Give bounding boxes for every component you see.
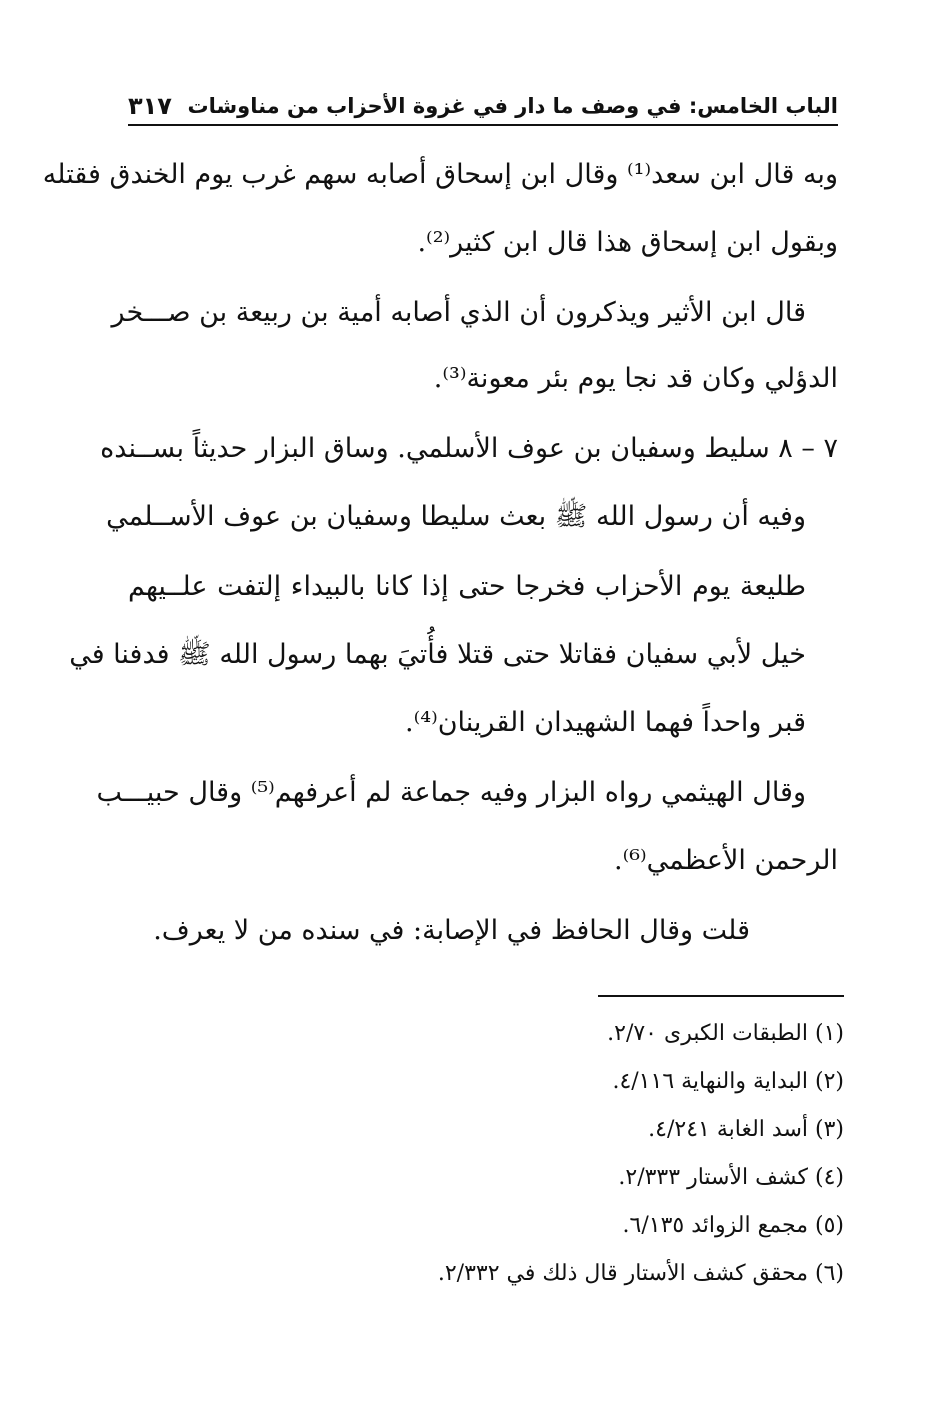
footnote: (١) الطبقات الكبرى ٢/٧٠. (607, 1021, 844, 1046)
footnote: (٢) البداية والنهاية ٤/١١٦. (612, 1069, 844, 1094)
body-line: وفيه أن رسول الله ﷺ بعث سليطا وسفيان بن عوف الأســلمي (106, 501, 806, 532)
body-line: وبقول ابن إسحاق هذا قال ابن كثير⁽²⁾. (417, 227, 838, 258)
header-rule (128, 124, 838, 126)
body-line: خيل لأبي سفيان فقاتلا حتى قتلا فأُتيَ بهما رسول الله ﷺ فدفنا في (69, 639, 806, 670)
footnote: (٥) مجمع الزوائد ٦/١٣٥. (622, 1213, 844, 1238)
footnote: (٦) محقق كشف الأستار قال ذلك في ٢/٣٣٢. (437, 1261, 844, 1286)
page-number: ٣١٧ (128, 92, 172, 120)
body-line: الدؤلي وكان قد نجا يوم بئر معونة⁽³⁾. (433, 363, 838, 394)
body-line: ٧ – ٨ سليط وسفيان بن عوف الأسلمي. وساق البزار حديثاً بســنده (100, 433, 838, 464)
body-line: قبر واحداً فهما الشهيدان القرينان⁽⁴⁾. (405, 707, 806, 738)
running-head (128, 88, 838, 124)
footnote: (٣) أسد الغابة ٤/٢٤١. (648, 1117, 844, 1142)
footnote: (٤) كشف الأستار ٢/٣٣٣. (618, 1165, 844, 1190)
body-line: طليعة يوم الأحزاب فخرجا حتى إذا كانا بالبيداء إلتفت علــيهم (128, 571, 806, 602)
body-line: وقال الهيثمي رواه البزار وفيه جماعة لم أعرفهم⁽⁵⁾ وقال حبيـــب (96, 777, 806, 808)
chapter-title: الباب الخامس: في وصف ما دار في غزوة الأحزاب من مناوشات (187, 94, 838, 118)
body-line: قال ابن الأثير ويذكرون أن الذي أصابه أمية بن ربيعة بن صـــخر (111, 297, 806, 328)
body-line: قلت وقال الحافظ في الإصابة: في سنده من لا يعرف. (153, 915, 750, 946)
body-line: الرحمن الأعظمي⁽⁶⁾. (613, 845, 838, 876)
body-line: وبه قال ابن سعد⁽¹⁾ وقال ابن إسحاق أصابه سهم غرب يوم الخندق فقتله (42, 159, 838, 190)
footnote-rule (598, 995, 844, 997)
